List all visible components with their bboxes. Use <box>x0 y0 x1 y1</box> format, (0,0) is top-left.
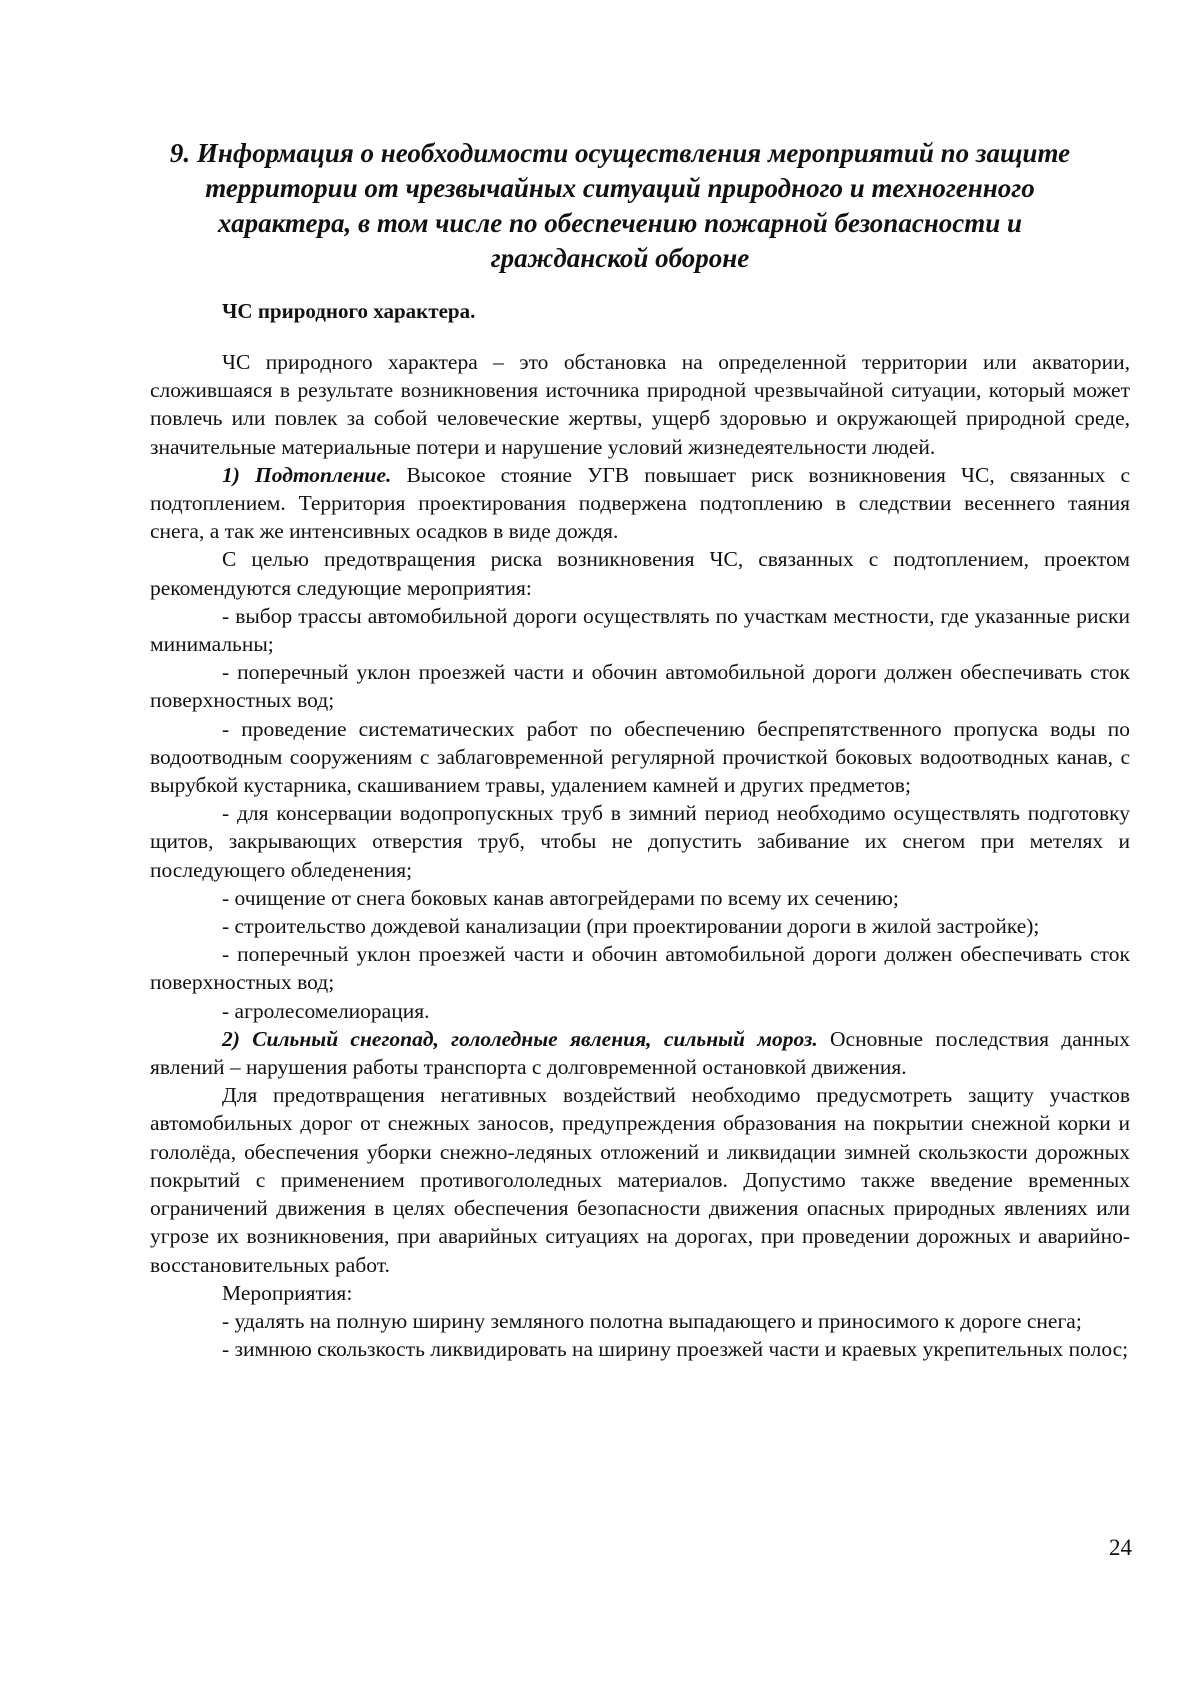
paragraph-lead: 2) Сильный снегопад, гололедные явления, сильный мороз. <box>222 1026 818 1051</box>
list-item: - удалять на полную ширину земляного полотна выпадающего и приносимого к дороге снега; <box>222 1308 1082 1333</box>
paragraph: С целью предотвращения риска возникновения ЧС, связанных с подтоплением, проектом рекомендуются следующие мероприятия: <box>150 547 1130 600</box>
paragraph: 2) Сильный снегопад, гололедные явления, сильный мороз. Основные последствия данных явлений – нарушения работы транспорта с долговременной остановкой движения. <box>150 1026 1130 1080</box>
paragraph-lead: 1) Подтопление. <box>222 462 392 487</box>
list-item: - поперечный уклон проезжей части и обочин автомобильной дороги должен обеспечивать сток поверхностных вод; <box>150 660 1130 713</box>
paragraph: ЧС природного характера – это обстановка на определенной территории или акватории, сложившаяся в результате возникновения источника природной чрезвычайной ситуации, который может повлечь или повлек за собой человеческие жертвы, ущерб здоровью и окружающей природной среде, значительные материальные потери и нарушение условий жизнедеятельности людей. <box>150 350 1130 459</box>
list-item: - выбор трассы автомобильной дороги осуществлять по участкам местности, где указанные риски минимальны; <box>150 603 1130 657</box>
list-item: - зимнюю скользкость ликвидировать на ширину проезжей части и краевых укрепительных полос; <box>222 1337 1129 1362</box>
list-item: - для консервации водопропускных труб в зимний период необходимо осуществлять подготовку щитов, закрывающих отверстия труб, чтобы не допустить забивание их снегом при метелях и последующего обледенения; <box>150 801 1130 882</box>
paragraph: Мероприятия: <box>222 1280 353 1305</box>
paragraph: Для предотвращения негативных воздействий необходимо предусмотреть защиту участков автомобильных дорог от снежных заносов, предупреждения образования на покрытии снежной корки и гололёда, обеспечения уборки снежно-ледяных отложений и ликвидации зимней скользкости дорожных покрытий с применением противогололедных материалов. Допустимо также введение временных ограничений движения в целях обеспечения безопасности движения опасных природных явлениях или угрозе их возникновения, при аварийных ситуациях на дорогах, при проведении дорожных и аварийно-восстановительных работ. <box>150 1083 1130 1277</box>
list-item: - поперечный уклон проезжей части и обочин автомобильной дороги должен обеспечивать сток поверхностных вод; <box>150 942 1130 995</box>
paragraph: 1) Подтопление. Высокое стояние УГВ повышает риск возникновения ЧС, связанных с подтоплением. Территория проектирования подвержена подтоплению в следствии весеннего таяния снега, а так же интенсивных осадков в виде дождя. <box>150 462 1130 544</box>
list-item: - строительство дождевой канализации (при проектировании дороги в жилой застройке); <box>222 914 1040 939</box>
list-item: - очищение от снега боковых канав автогрейдерами по всему их сечению; <box>222 885 899 910</box>
list-item: - проведение систематических работ по обеспечению беспрепятственного пропуска воды по водоотводным сооружениям с заблаговременной регулярной прочисткой боковых водоотводных канав, с вырубкой кустарника, скашиванием травы, удалением камней и других предметов; <box>150 716 1130 798</box>
page-number: 24 <box>1109 1535 1132 1560</box>
document-body <box>150 348 1130 1363</box>
list-item: - агролесомелиорация. <box>222 998 430 1023</box>
page-title: 9. Информация о необходимости осуществления мероприятий по защите территории от чрезвычайных ситуаций природного и техногенного характера, в том числе по обеспечению пожарной безопасности и гражданской обороне <box>169 138 1071 273</box>
section-heading: ЧС природного характера. <box>222 299 476 323</box>
